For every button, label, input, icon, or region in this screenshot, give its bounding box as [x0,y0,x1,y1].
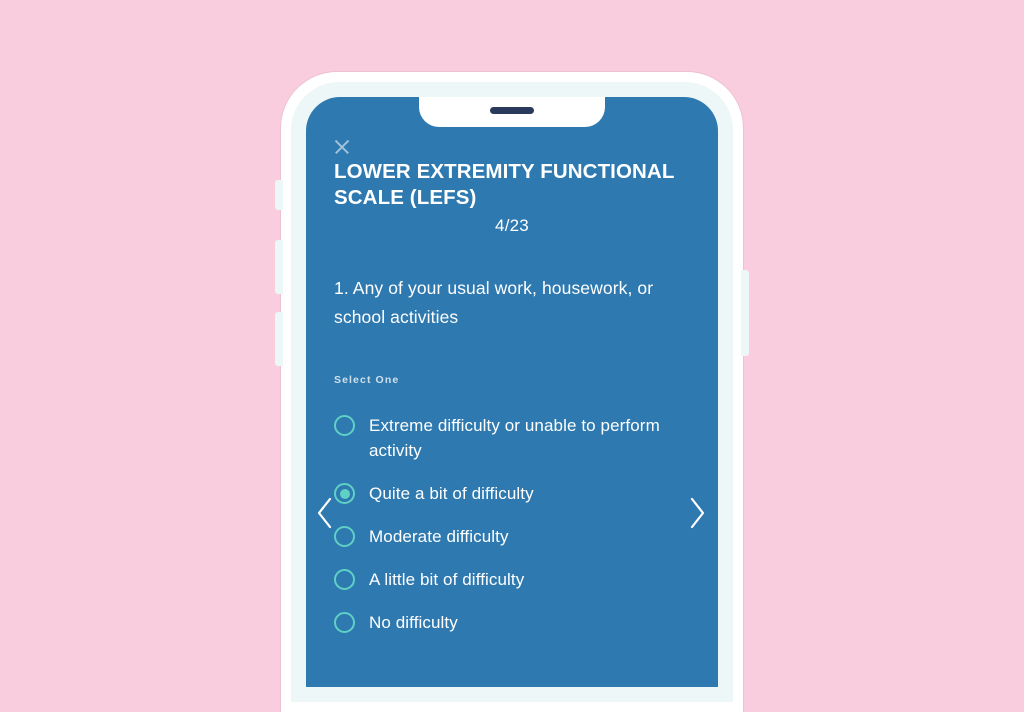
option-row[interactable] [334,472,690,515]
phone-notch [419,97,605,127]
phone-screen [306,97,718,687]
option-label: No difficulty [369,613,458,632]
chevron-left-icon[interactable] [314,496,336,530]
progress-counter: 4/23 [495,216,529,235]
option-label: Quite a bit of difficulty [369,484,534,503]
radio-icon[interactable] [334,569,355,590]
radio-icon[interactable] [334,415,355,436]
question-text: 1. Any of your usual work, housework, or school activities [334,278,654,327]
option-label: Moderate difficulty [369,527,509,546]
phone-volume-down [275,312,283,366]
phone-mute-switch [275,180,283,210]
phone-volume-up [275,240,283,294]
chevron-right-icon[interactable] [686,496,708,530]
phone-power-button [741,270,749,356]
option-row[interactable] [334,558,690,601]
option-row[interactable] [334,601,690,644]
radio-icon-selected[interactable] [334,483,355,504]
option-label: A little bit of difficulty [369,570,525,589]
close-icon[interactable] [332,137,352,157]
option-label: Extreme difficulty or unable to perform activity [369,416,660,460]
radio-icon[interactable] [334,526,355,547]
select-one-label: Select One [334,374,400,386]
option-row[interactable] [334,404,690,472]
radio-icon[interactable] [334,612,355,633]
option-row[interactable] [334,515,690,558]
survey-screen [306,97,718,687]
phone-speaker [490,107,534,114]
options-list [334,386,690,644]
page-title: LOWER EXTREMITY FUNCTIONAL SCALE (LEFS) [334,160,675,209]
